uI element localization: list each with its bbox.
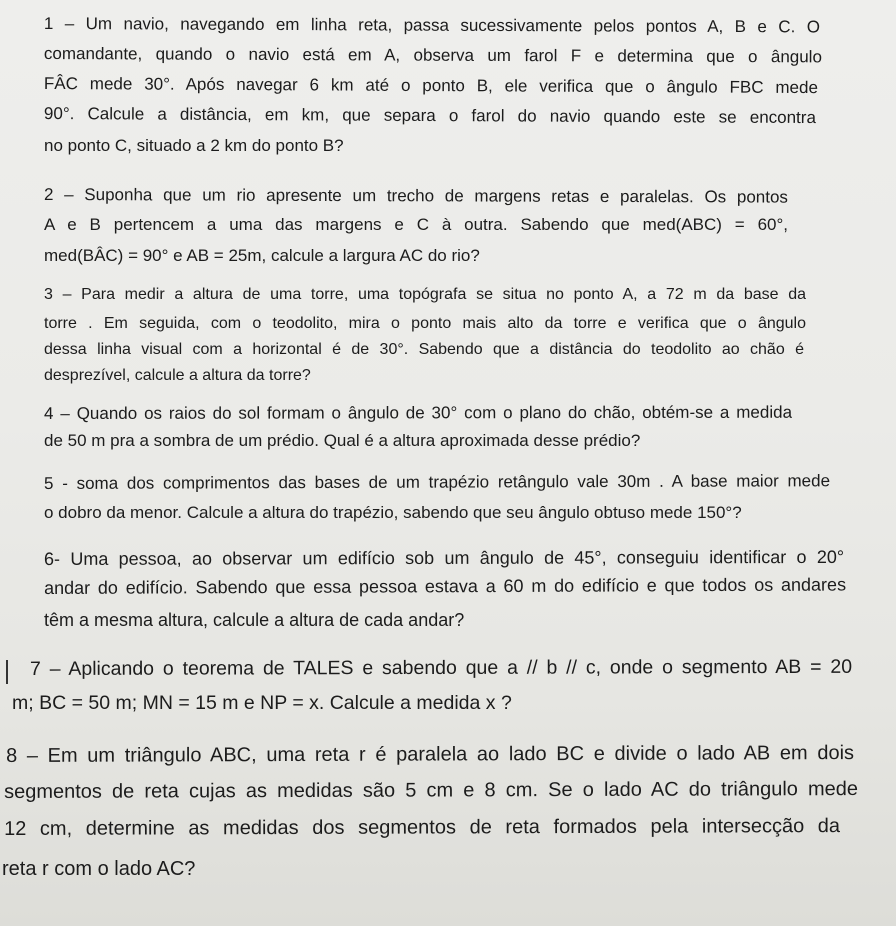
question-1-line-2: comandante, quando o navio está em A, observa um farol F e determina que o ângulo [43,43,822,67]
question-8-line-2: segmentos de reta cujas as medidas são 5 cm e 8 cm. Se o lado AC do triângulo mede [4,778,859,803]
question-2-line-1: 2 – Suponha que um rio apresente um trecho de margens retas e paralelas. Os pontos [43,185,788,207]
question-3-line-2: torre . Em seguida, com o teodolito, mira o ponto mais alto da torre e verifica que o ângulo [44,315,806,332]
question-2-line-3: med(BÂC) = 90° e AB = 25m, calcule a largura AC do rio? [44,246,480,265]
question-1-line-3: FÂC mede 30°. Após navegar 6 km até o ponto B, ele verifica que o ângulo FBC mede [43,73,818,98]
margin-mark [6,660,8,684]
question-3-line-4: desprezível, calcule a altura da torre? [44,367,311,384]
question-6-line-2: andar do edifício. Sabendo que essa pessoa estava a 60 m do edifício e que todos os andares [44,574,847,598]
question-3-line-3: dessa linha visual com a horizontal é de 30°. Sabendo que a distância do teodolito ao chão é [44,341,804,358]
question-5-line-1: 5 - soma dos comprimentos das bases de um trapézio retângulo vale 30m . A base maior mede [44,471,831,493]
question-1-line-5: no ponto C, situado a 2 km do ponto B? [44,136,344,155]
question-6-line-1: 6- Uma pessoa, ao observar um edifício sob um ângulo de 45°, conseguiu identificar o 20° [44,546,845,569]
question-7-line-1: 7 – Aplicando o teorema de TALES e sabendo que a // b // c, onde o segmento AB = 20 [30,655,853,680]
question-1-line-4: 90°. Calcule a distância, em km, que separa o farol do navio quando este se encontra [43,103,816,128]
question-3-line-1: 3 – Para medir a altura de uma torre, uma topógrafa se situa no ponto A, a 72 m da base da [44,286,806,303]
question-8-line-3: 12 cm, determine as medidas dos segmentos de reta formados pela intersecção da [4,815,841,840]
question-4-line-1: 4 – Quando os raios do sol formam o ângulo de 30° com o plano do chão, obtém-se a medida [44,402,793,423]
question-2-line-2: A e B pertencem a uma das margens e C à outra. Sabendo que med(ABC) = 60°, [44,215,788,234]
question-8-line-1: 8 – Em um triângulo ABC, uma reta r é paralela ao lado BC e divide o lado AB em dois [6,742,855,767]
question-4-line-2: de 50 m pra a sombra de um prédio. Qual é a altura aproximada desse prédio? [44,431,641,450]
question-6-line-3: têm a mesma altura, calcule a altura de cada andar? [44,610,465,630]
question-1-line-1: 1 – Um navio, navegando em linha reta, passa sucessivamente pelos pontos A, B e C. O [43,13,820,37]
question-7-line-2: m; BC = 50 m; MN = 15 m e NP = x. Calcule a medida x ? [12,692,512,714]
question-8-line-4: reta r com o lado AC? [2,858,196,880]
question-5-line-2: o dobro da menor. Calcule a altura do trapézio, sabendo que seu ângulo obtuso mede 150°? [44,503,742,522]
